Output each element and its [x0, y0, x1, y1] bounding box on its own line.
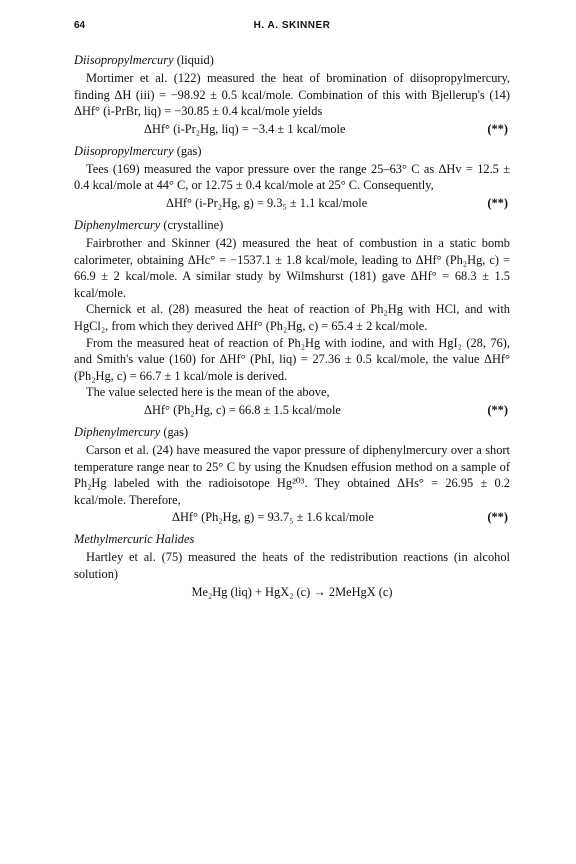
- section-heading: [74, 141, 510, 161]
- paragraph: Hartley et al. (75) measured the heats of the redistribution reactions (in alcohol solution): [74, 550, 510, 581]
- paragraph: The value selected here is the mean of the above,: [86, 385, 330, 400]
- section-state: (gas): [163, 424, 189, 439]
- paragraph: Chernick et al. (28) measured the heat of reaction of Ph₂Hg with HCl, and with HgCl₂, from which they derived ΔHf° (Ph₂Hg, c) = 65.4 ± 2 kcal/mole.: [74, 302, 510, 333]
- equation-row: [74, 195, 510, 213]
- reliability-mark: (**): [487, 121, 508, 136]
- equation-row: [74, 121, 510, 139]
- section-heading: [74, 422, 510, 442]
- section-state: (crystalline): [163, 217, 224, 232]
- paragraph: Carson et al. (24) have measured the vapor pressure of diphenylmercury over a short temperature range near to 25° C by using the Knudsen effusion method on a sample of Ph₂Hg labeled with the radioisotope Hg²⁰³. They obtained ΔHs° = 26.95 ± 0.2 kcal/mole. Therefore,: [74, 442, 510, 507]
- paragraph: Fairbrother and Skinner (42) measured the heat of combustion in a static bomb calorimeter, obtaining ΔHc° = −1537.1 ± 1.8 kcal/mole, leading to ΔHf° (Ph₂Hg, c) = 66.9 ± 2 kcal/mole. A similar study by Wilmshurst (181) gave ΔHf° = 68.3 ± 1.5 kcal/mole.: [74, 235, 510, 300]
- paragraph: Mortimer et al. (122) measured the heat of bromination of diisopropylmercury, finding ΔH (iii) = −98.92 ± 0.5 kcal/mole. Combination of this with Bjellerup's (14) ΔHf° (i-PrBr, liq) = −30.85 ± 0.4 kcal/mole yields: [74, 71, 510, 119]
- section-heading: [74, 215, 510, 235]
- paragraph: Tees (169) measured the vapor pressure over the range 25–63° C as ΔHv = 12.5 ± 0.4 kcal/mole at 44° C, or 12.75 ± 0.4 kcal/mole at 25° C. Consequently,: [74, 161, 510, 193]
- reliability-mark: (**): [487, 510, 508, 525]
- paragraph: From the measured heat of reaction of Ph₂Hg with iodine, and with HgI₂ (28, 76), and Smith's value (160) for ΔHf° (PhI, liq) = 27.36 ± 0.5 kcal/mole, the value ΔHf° (Ph₂Hg, c) = 66.7 ± 1 kcal/mole is derived.: [74, 335, 510, 383]
- section-state: (gas): [176, 143, 202, 158]
- section-title: Diisopropylmercury: [74, 53, 174, 67]
- section-title: Methylmercuric Halides: [74, 532, 195, 547]
- page: [74, 20, 510, 601]
- section-heading: [74, 50, 510, 70]
- equation: ΔHf° (i-Pr₂Hg, liq) = −3.4 ± 1 kcal/mole: [144, 121, 346, 136]
- equation-row: [74, 402, 510, 420]
- section-title: Diphenylmercury: [74, 217, 161, 232]
- page-number: 64: [74, 20, 86, 31]
- equation-row: [74, 509, 510, 527]
- reliability-mark: (**): [487, 402, 508, 417]
- section-title: Diphenylmercury: [74, 424, 161, 439]
- reaction-equation: Me₂Hg (liq) + HgX₂ (c) → 2MeHgX (c): [191, 585, 393, 600]
- equation: ΔHf° (Ph₂Hg, g) = 93.7₅ ± 1.6 kcal/mole: [172, 510, 374, 525]
- equation: ΔHf° (Ph₂Hg, c) = 66.8 ± 1.5 kcal/mole: [144, 402, 341, 417]
- section-title: Diisopropylmercury: [74, 143, 174, 158]
- running-header: [74, 20, 510, 34]
- section-state: (liquid): [176, 53, 214, 67]
- equation: ΔHf° (i-Pr₂Hg, g) = 9.3₅ ± 1.1 kcal/mole: [166, 195, 368, 210]
- section-heading: [74, 529, 510, 549]
- running-title: H. A. SKINNER: [253, 20, 331, 31]
- reliability-mark: (**): [487, 195, 508, 210]
